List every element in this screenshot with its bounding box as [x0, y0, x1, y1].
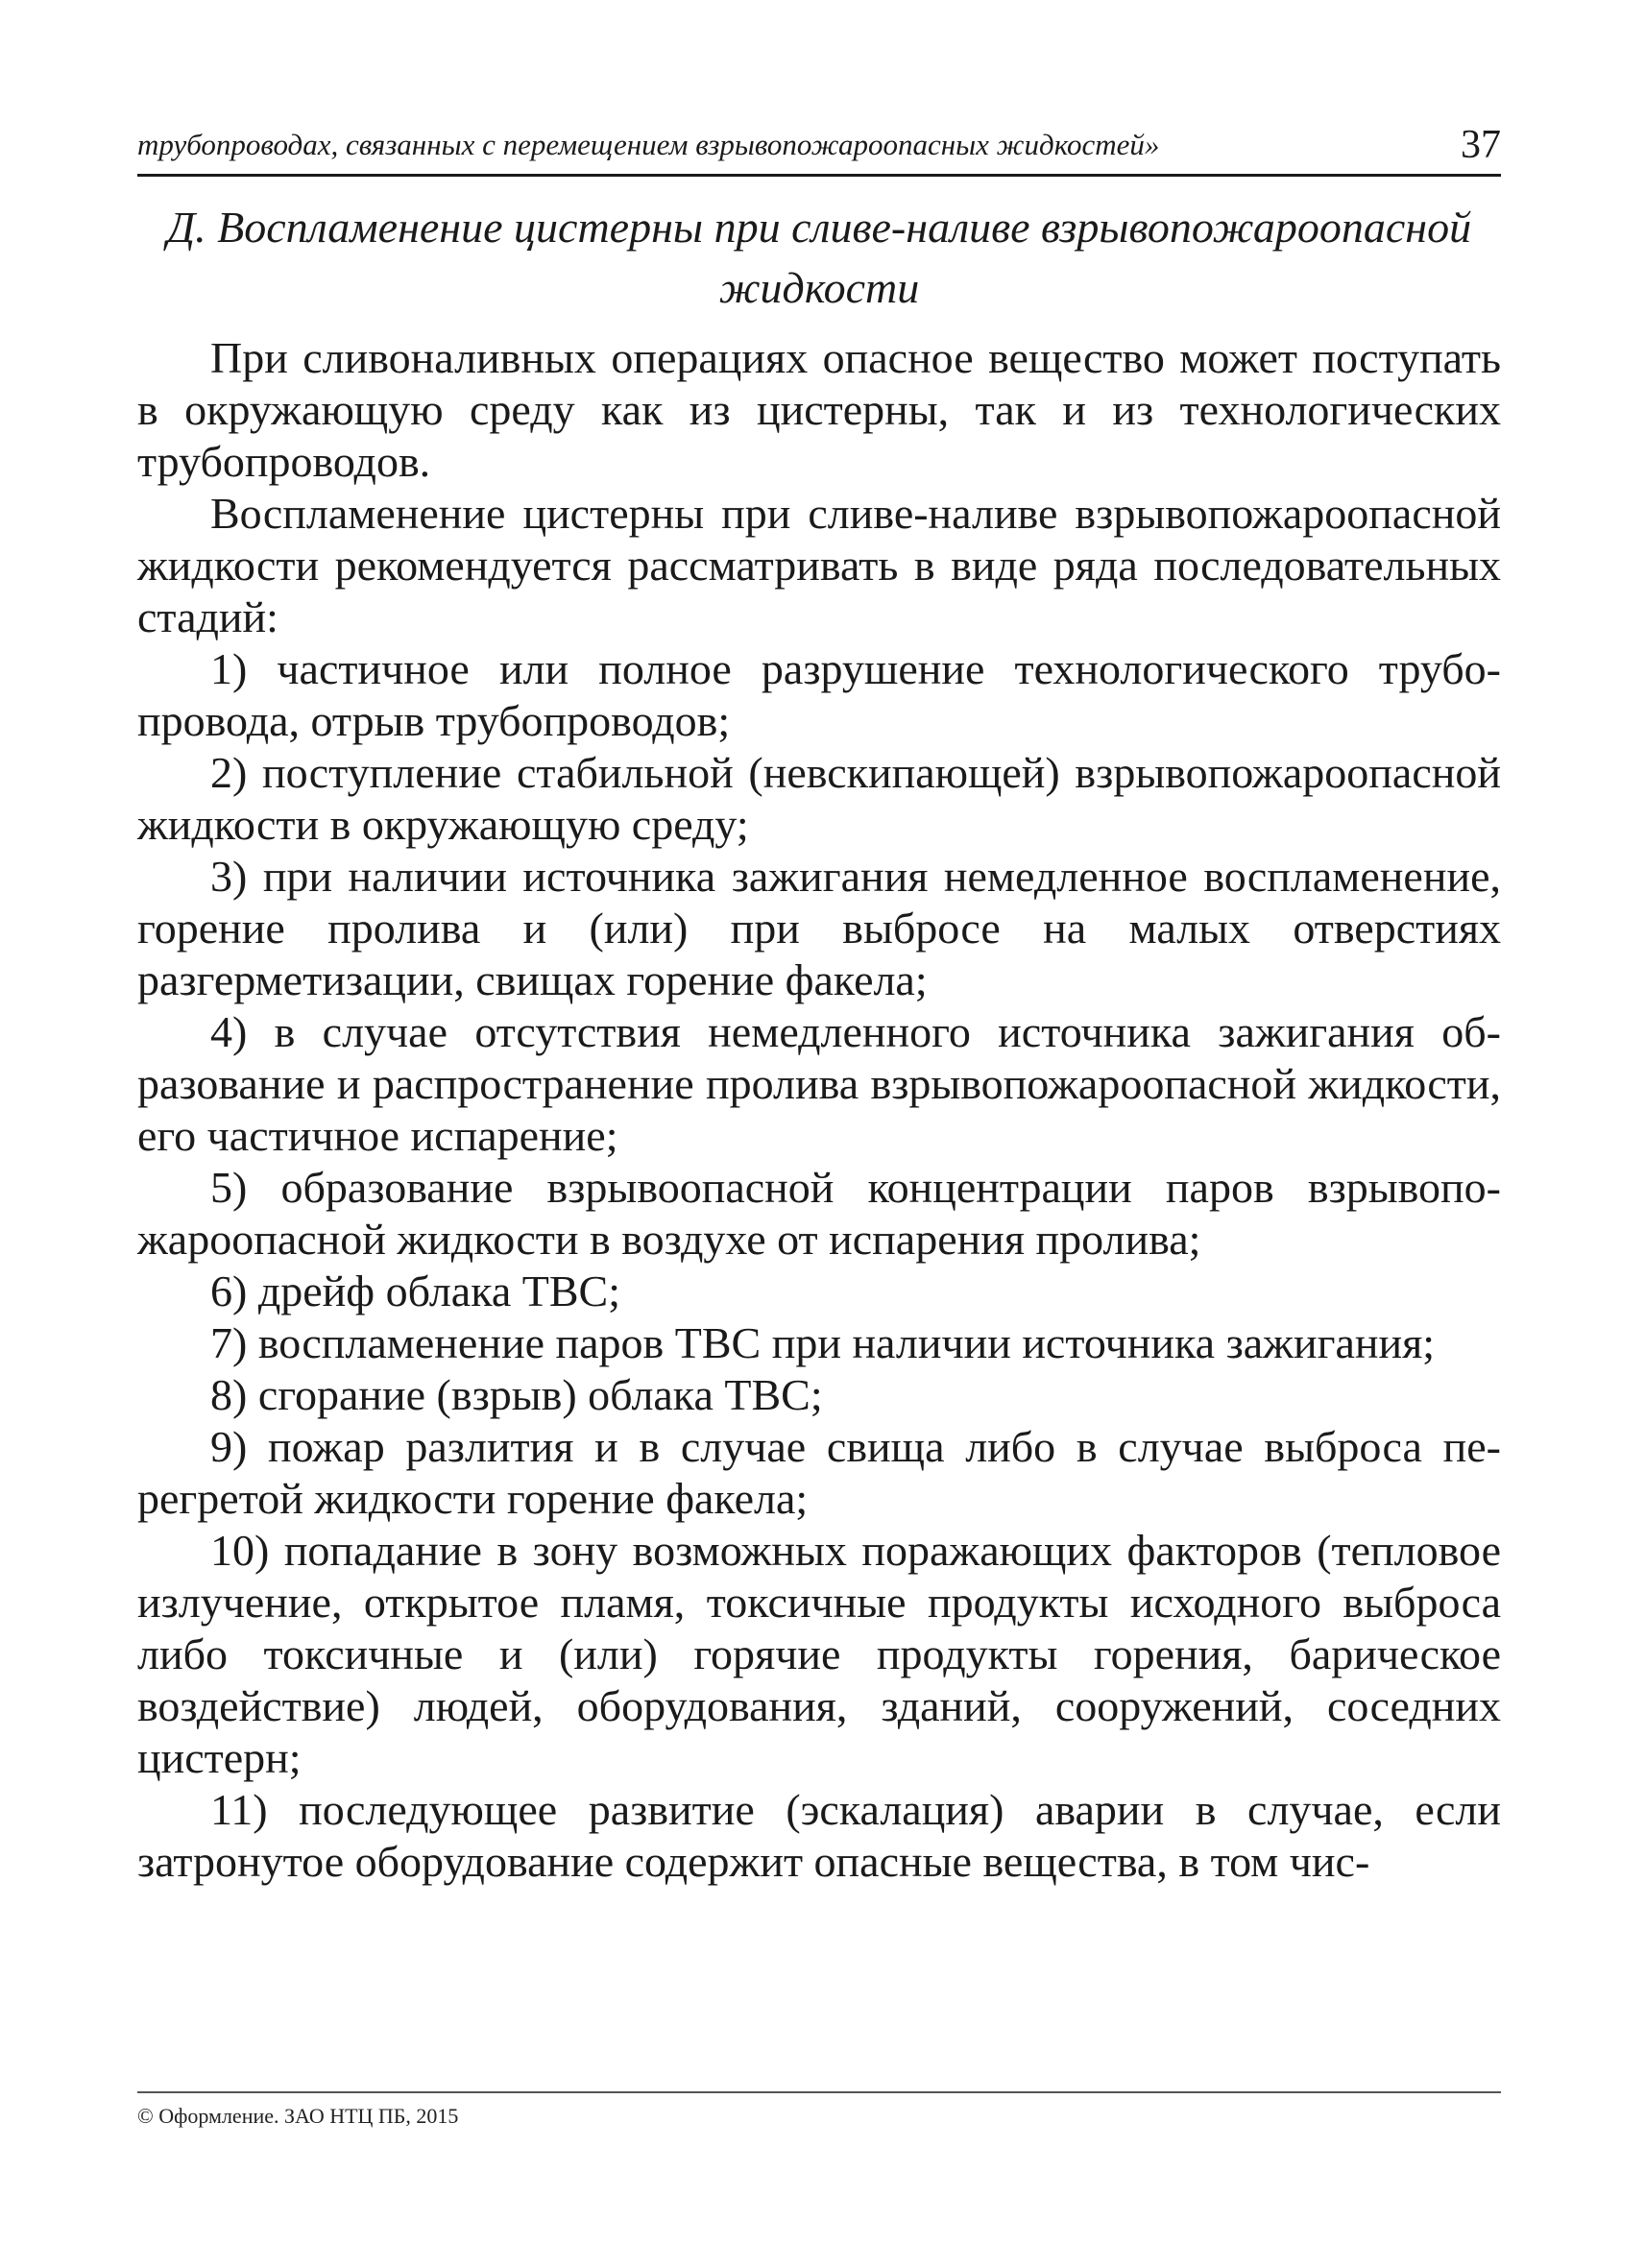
list-item-stage-2: 2) поступление стабильной (невскипающей) взрывопожароопасной жидкости в окружающую среду; — [137, 748, 1501, 849]
list-item-stage-7: 7) воспламенение паров ТВС при наличии источника зажигания; — [210, 1318, 1436, 1367]
list-item-stage-10: 10) попадание в зону возможных поражающих факторов (тепловое излучение, открытое пламя, токсичные продукты исходного выброса либо токсичные и (или) горячие продукты горения, барическое воздействие) людей, оборудования, зданий, сооружений, соседних цистерн; — [137, 1526, 1501, 1782]
section-heading — [137, 197, 1501, 318]
running-title: трубопроводах, связанных с перемещением взрывопожароопасных жидкостей» — [137, 128, 1160, 161]
list-item-stage-5: 5) образование взрывоопасной концентрации паров взрывопожароопасной жидкости в воздухе от испарения пролива; — [137, 1163, 1501, 1264]
running-header — [137, 120, 1501, 177]
list-item-stage-3: 3) при наличии источника зажигания немедленное воспламенение, горение пролива и (или) при выбросе на малых отверстиях разгерметизации, свищах горение факела; — [137, 852, 1501, 1004]
paragraph-intro: При сливоналивных операциях опасное вещество может поступать в окружающую среду как из цистерны, так и из технологических трубопроводов. — [137, 333, 1501, 486]
document-page — [137, 0, 1501, 2268]
footer-divider — [137, 2091, 1501, 2093]
footer-copyright: © Оформление. ЗАО НТЦ ПБ, 2015 — [137, 2104, 459, 2128]
paragraph-stages-lead: Воспламенение цистерны при сливе-наливе взрывопожароопасной жидкости рекомендуется рассматривать в виде ряда последовательных стадий: — [137, 489, 1501, 641]
page-number: 37 — [1461, 123, 1501, 167]
list-item-stage-11: 11) последующее развитие (эскалация) аварии в случае, если затронутое оборудование содержит опасные вещества, в том чис- — [137, 1785, 1501, 1886]
list-item-stage-6: 6) дрейф облака ТВС; — [210, 1267, 621, 1315]
list-item-stage-9: 9) пожар разлития и в случае свища либо в случае выброса перегретой жидкости горение факела; — [137, 1422, 1501, 1523]
list-item-stage-1: 1) частичное или полное разрушение технологического трубопровода, отрыв трубопроводов; — [137, 644, 1501, 745]
list-item-stage-4: 4) в случае отсутствия немедленного источника зажигания образование и распространение пролива взрывопожароопасной жидкости, его частичное испарение; — [137, 1007, 1501, 1160]
list-item-stage-8: 8) сгорание (взрыв) облака ТВС; — [210, 1370, 823, 1419]
section-heading-line-1: Д. Воспламенение цистерны при сливе-наливе взрывопожароопасной — [166, 203, 1472, 252]
body-text — [137, 332, 1501, 1888]
section-heading-line-2: жидкости — [718, 263, 920, 312]
